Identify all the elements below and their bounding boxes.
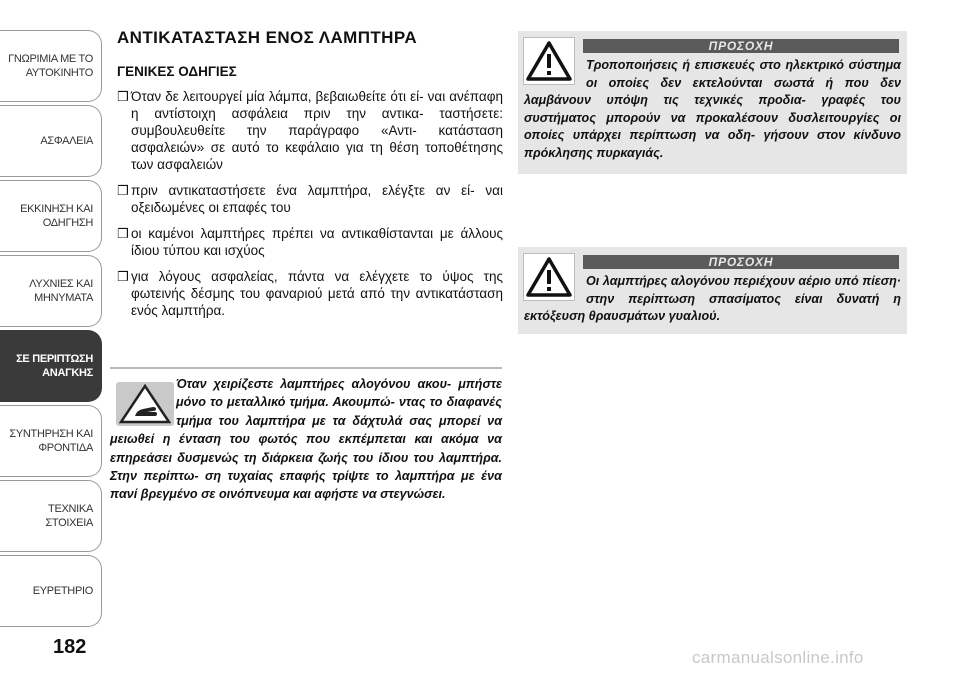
tab-starting-driving[interactable]: ΕΚΚΙΝΗΣΗ ΚΑΙ ΟΔΗΓΗΣΗ	[0, 180, 102, 252]
section-subtitle: ΓΕΝΙΚΕΣ ΟΔΗΓΙΕΣ	[117, 64, 237, 79]
tab-safety[interactable]: ΑΣΦΑΛΕΙΑ	[0, 105, 102, 177]
checkbox-bullet-icon: ❒	[117, 183, 129, 198]
hand-warning-note	[110, 367, 502, 515]
checkbox-bullet-icon: ❒	[117, 226, 129, 241]
caution-heading: ΠΡΟΣΟΧΗ	[583, 255, 899, 269]
caution-text: Οι λαμπτήρες αλογόνου περιέχουν αέριο υπό πίεση· στην περίπτωση σπασίματος είναι δυνατή η εκτόξευση θραυσμάτων γυαλιού.	[524, 274, 901, 323]
list-item: ❒ για λόγους ασφαλείας, πάντα να ελέγχετε το ύψος της φωτεινής δέσμης του φαναριού μετά από την αντικατάσταση ενός λαμπτήρα.	[117, 269, 503, 318]
page-title: ΑΝΤΙΚΑΤΑΣΤΑΣΗ ΕΝΟΣ ΛΑΜΠΤΗΡΑ	[117, 28, 418, 47]
tab-technical-data[interactable]: ΤΕΧΝΙΚΑ ΣΤΟΙΧΕΙΑ	[0, 480, 102, 552]
caution-heading: ΠΡΟΣΟΧΗ	[583, 39, 899, 53]
watermark: carmanualsonline.info	[692, 648, 864, 667]
tab-maintenance[interactable]: ΣΥΝΤΗΡΗΣΗ ΚΑΙ ΦΡΟΝΤΙΔΑ	[0, 405, 102, 477]
tab-getting-to-know[interactable]: ΓΝΩΡΙΜΙΑ ΜΕ ΤΟ ΑΥΤΟΚΙΝΗΤΟ	[0, 30, 102, 102]
list-item: ❒ Όταν δε λειτουργεί μία λάμπα, βεβαιωθείτε ότι εί- ναι ανέπαφη η αντίστοιχη ασφάλεια πριν την αντικα- ταστήσετε: συμβουλευθείτε την παράγραφο «Αντι- κατάσταση ασφαλειών» σε αυτό το κεφάλαιο για τη θέση τοποθέτησης των ασφαλειών	[117, 89, 503, 172]
tab-emergency[interactable]: ΣΕ ΠΕΡΙΠΤΩΣΗ ΑΝΑΓΚΗΣ	[0, 330, 102, 402]
caution-box-halogen	[518, 247, 907, 334]
caution-text: Τροποποιήσεις ή επισκευές στο ηλεκτρικό σύστημα οι οποίες δεν εκτελούνται σωστά ή που δεν λαμβάνουν υπόψη τις τεχνικές προδια- γραφές του συστήματος μπορούν να προκαλέσουν δυσλειτουργίες οι οποίες υπάρχει περίπτωση να οδη- γήσουν στον κίνδυνο πρόκλησης πυρκαγιάς.	[524, 58, 901, 160]
caution-box-electrical	[518, 31, 907, 174]
list-item: ❒ οι καμένοι λαμπτήρες πρέπει να αντικαθίστανται με άλλους ίδιου τύπου και ισχύος	[117, 226, 503, 258]
list-item: ❒ πριν αντικαταστήσετε ένα λαμπτήρα, ελέγξτε αν εί- ναι οξειδωμένες οι επαφές του	[117, 183, 503, 215]
tab-index[interactable]: ΕΥΡΕΤΗΡΙΟ	[0, 555, 102, 627]
hand-warning-icon	[116, 382, 174, 426]
main-content	[117, 28, 503, 328]
tab-lights-messages[interactable]: ΛΥΧΝΙΕΣ ΚΑΙ ΜΗΝΥΜΑΤΑ	[0, 255, 102, 327]
checkbox-bullet-icon: ❒	[117, 89, 129, 104]
checkbox-bullet-icon: ❒	[117, 269, 129, 284]
page-number: 182	[53, 636, 87, 658]
hand-warning-text: Όταν χειρίζεστε λαμπτήρες αλογόνου ακου- μπήστε μόνο το μεταλλικό τμήμα. Ακουμπώ- ντας το διαφανές τμήμα του λαμπτήρα με τα δάχτυλά σας μπορεί να μειωθεί η ένταση του φωτός που εκπέμπεται και ακόμα να επηρεάσει δυσμενώς τη διάρκεια ζωής του ίδιου του λαμπτήρα. Στην περίπτω- ση τυχαίας επαφής τρίψτε το λαμπτήρα με ένα πανί βρεγμένο σε οινόπνευμα και αφήστε να στεγνώσει.	[110, 377, 502, 502]
